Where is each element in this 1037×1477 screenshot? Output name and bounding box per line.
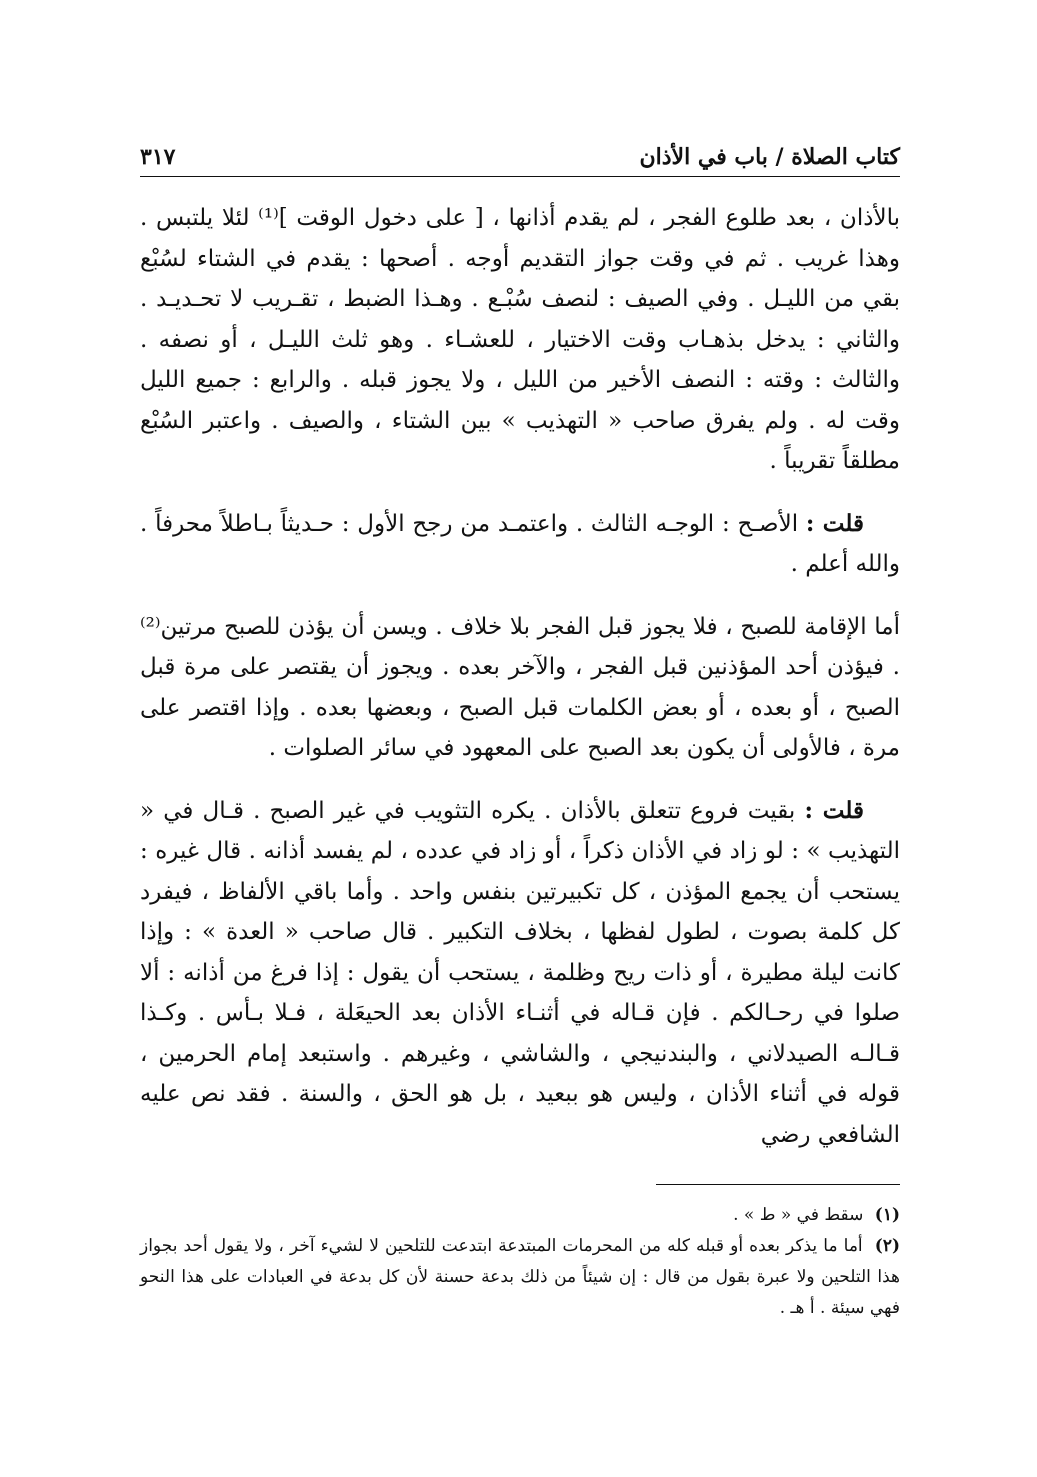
chapter-title: كتاب الصلاة / باب في الأذان xyxy=(639,144,900,170)
page-number: ٣١٧ xyxy=(140,144,176,170)
footnote-number: (١) xyxy=(874,1205,900,1225)
paragraph xyxy=(140,607,900,769)
main-text xyxy=(140,198,900,1177)
header-divider xyxy=(140,176,900,177)
footnote-text: أما ما يذكر بعده أو قبله كله من المحرمات المبتدعة ابتدعت للتلحين لا لشيء آخر ، ولا يقول أحد بجواز هذا التلحين ولا عبرة بقول من قال : إن شيئاً من ذلك بدعة حسنة لأن كل بدعة في العبادات على هذا النحو فهي سيئة . أ هـ . xyxy=(140,1236,900,1318)
footnote-divider xyxy=(656,1184,900,1185)
footnote xyxy=(140,1231,900,1324)
running-header xyxy=(140,128,900,170)
paragraph-text: الأصـح : الوجـه الثالث . واعتمـد من رجح الأول : حـديثاً بـاطلاً محرفاً . والله أعلم . xyxy=(140,510,900,577)
paragraph xyxy=(140,791,900,1156)
paragraph-text: بالأذان ، بعد طلوع الفجر ، لم يقدم أذانها ، [ على دخول الوقت ]⁽¹⁾ لئلا يلتبس . وهذا غريب . ثم في وقت جواز التقديم أوجه . أصحها : يقدم في الشتاء لسُبْع بقي من الليـل . وفي الصيف : لنصف سُبْـع . وهـذا الضبط ، تقـريب لا تحـديـد . والثاني : يدخل بذهـاب وقت الاختيار ، للعشـاء . وهو ثلث الليـل ، أو نصفه . والثالث : وقته : النصف الأخير من الليل ، ولا يجوز قبله . والرابع : جميع الليل وقت له . ولم يفرق صاحب « التهذيب » بين الشتاء ، والصيف . واعتبر السُبْع مطلقاً تقريباً . xyxy=(140,205,900,474)
footnote-text: سقط في « ط » . xyxy=(733,1205,864,1225)
paragraph xyxy=(140,504,900,585)
paragraph xyxy=(140,198,900,482)
footnote-number: (٢) xyxy=(874,1236,901,1256)
footnote xyxy=(140,1200,900,1231)
paragraph-text: بقيت فروع تتعلق بالأذان . يكره التثويب في غير الصبح . قـال في « التهذيب » : لو زاد في الأذان ذكراً ، أو زاد في عدده ، لم يفسد أذانه . قال غيره : يستحب أن يجمع المؤذن ، كل تكبيرتين بنفس واحد . وأما باقي الألفاظ ، فيفرد كل كلمة بصوت ، لطول لفظها ، بخلاف التكبير . قال صاحب « العدة » : وإذا كانت ليلة مطيرة ، أو ذات ريح وظلمة ، يستحب أن يقول : إذا فرغ من أذانه : ألا صلوا في رحـالكم . فإن قـاله في أثنـاء الأذان بعد الحيعَلة ، فـلا بـأس . وكـذا قـالـه الصيدلاني ، والبندنيجي ، والشاشي ، وغيرهم . واستبعد إمام الحرمين ، قوله في أثناء الأذان ، وليس هو ببعيد ، بل هو الحق ، والسنة . فقد نص عليه الشافعي رضي xyxy=(140,797,900,1148)
paragraph-lead: قلت : xyxy=(804,796,864,824)
paragraph-lead: قلت : xyxy=(805,509,864,537)
footnotes xyxy=(140,1200,900,1324)
paragraph-text: أما الإقامة للصبح ، فلا يجوز قبل الفجر بلا خلاف . ويسن أن يؤذن للصبح مرتين⁽²⁾ . فيؤذن أحد المؤذنين قبل الفجر ، والآخر بعده . ويجوز أن يقتصر على مرة قبل الصبح ، أو بعده ، أو بعض الكلمات قبل الصبح ، وبعضها بعده . وإذا اقتصر على مرة ، فالأولى أن يكون بعد الصبح على المعهود في سائر الصلوات . xyxy=(140,613,900,761)
